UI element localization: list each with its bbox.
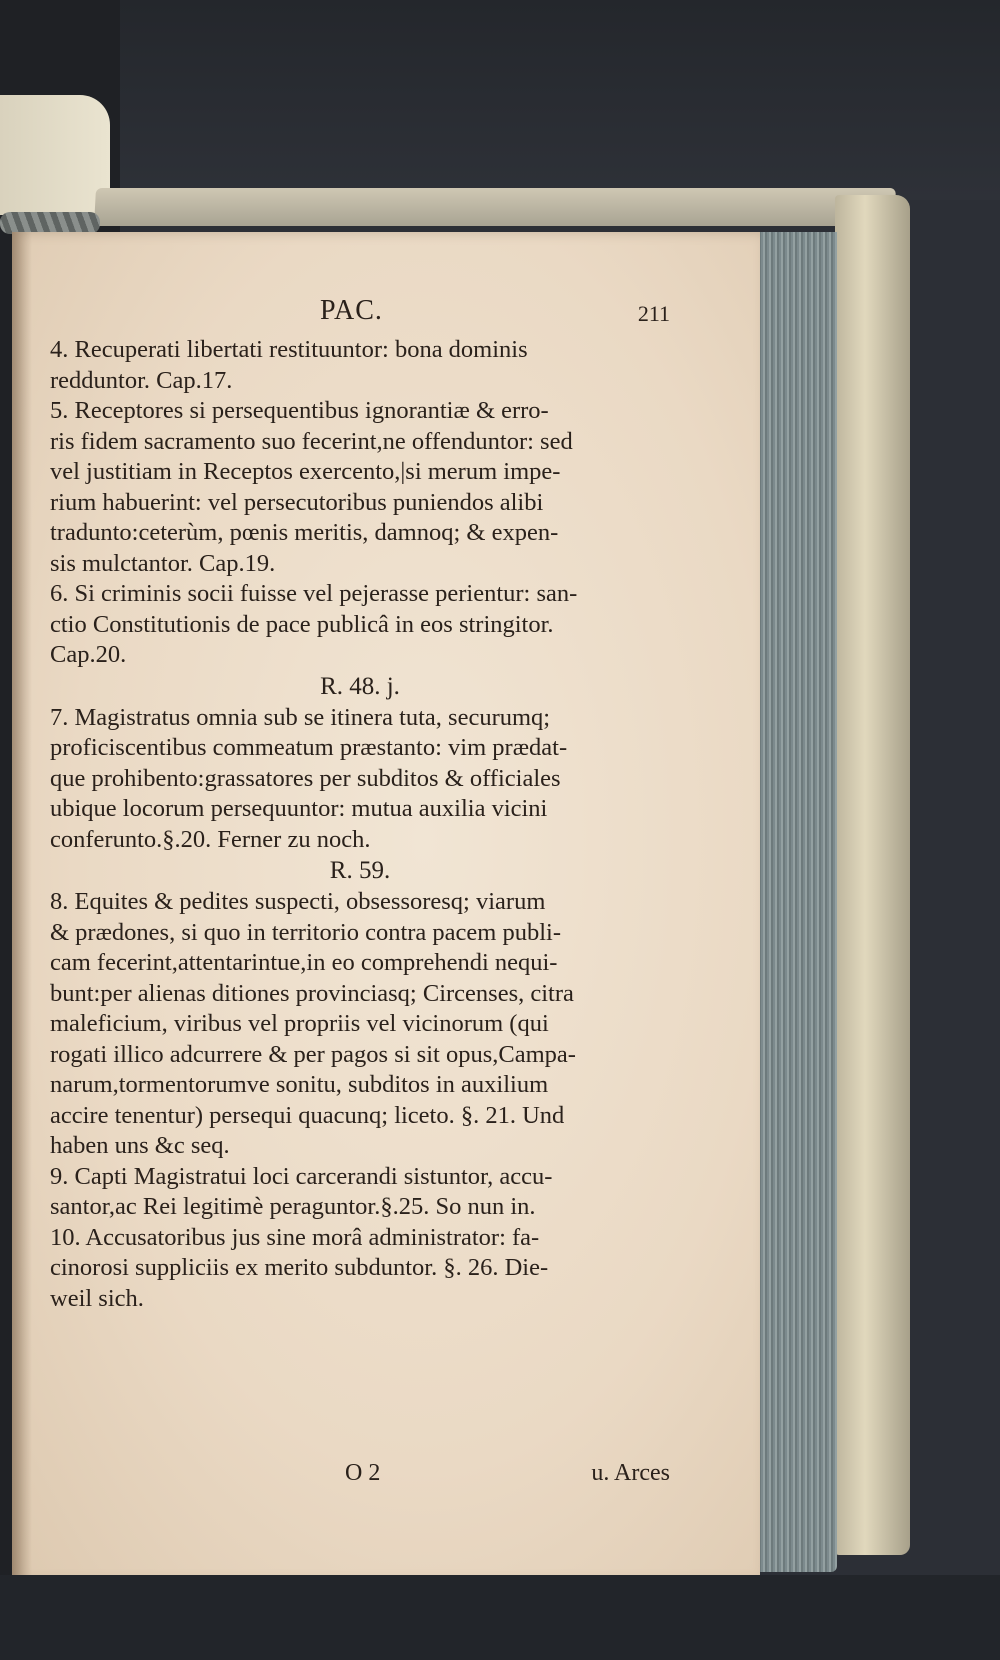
text-line: accire tenentur) persequi quacunq; liceto. §. 21. Und <box>50 1101 565 1129</box>
text-line: rium habuerint: vel persecutoribus puniendos alibi <box>50 488 544 516</box>
text-line: haben uns &c seq. <box>50 1132 230 1159</box>
text-line: 6. Si criminis socii fuisse vel pejerasse perientur: san- <box>50 580 578 607</box>
text-line: 5. Receptores si persequentibus ignorantiæ & erro- <box>50 397 549 424</box>
text-line: vel justitiam in Receptos exercento,|si merum impe- <box>50 458 561 485</box>
text-line: Cap.20. <box>50 641 127 668</box>
running-head: PAC. <box>320 295 383 326</box>
text-line: que prohibento:grassatores per subditos & officiales <box>50 764 561 792</box>
text-line: proficiscentibus commeatum præstanto: vim prædat- <box>50 734 568 761</box>
text-line: 4. Recuperati libertati restituuntor: bona dominis <box>50 336 528 363</box>
text-line: tradunto:ceterùm, pœnis meritis, damnoq; & expen- <box>50 519 559 546</box>
text-line: bunt:per alienas ditiones provinciasq; Circenses, citra <box>50 979 574 1007</box>
page-text <box>50 295 670 1314</box>
background <box>0 0 1000 200</box>
text-line: rogati illico adcurrere & per pagos si sit opus,Campa- <box>50 1040 576 1068</box>
text-line: maleficium, viribus vel propriis vel vicinorum (qui <box>50 1010 549 1037</box>
text-line: conferunto.§.20. Ferner zu noch. <box>50 825 371 853</box>
background-bottom <box>0 1575 1000 1660</box>
text-line: weil sich. <box>50 1284 144 1312</box>
text-line: & prædones, si quo in territorio contra pacem publi- <box>50 918 561 946</box>
text-line: ubique locorum persequuntor: mutua auxilia vicini <box>50 795 548 822</box>
catchword: u. Arces <box>591 1460 670 1486</box>
text-line: sis mulctantor. Cap.19. <box>50 549 276 577</box>
text-line: ctio Constitutionis de pace publicâ in eos stringitor. <box>50 610 554 638</box>
section-heading: R. 59. <box>329 857 391 884</box>
book-top-edge <box>94 188 896 226</box>
text-line: cam fecerint,attentarintue,in eo comprehendi nequi- <box>50 949 558 976</box>
text-line: 10. Accusatoribus jus sine morâ administrator: fa- <box>50 1223 540 1251</box>
text-line: cinorosi suppliciis ex merito subduntor. §. 26. Die- <box>50 1254 549 1281</box>
text-line: 7. Magistratus omnia sub se itinera tuta, securumq; <box>50 703 551 731</box>
page-header <box>50 295 670 335</box>
text-line: ris fidem sacramento suo fecerint,ne offenduntor: sed <box>50 427 573 455</box>
page-footer <box>50 1460 670 1500</box>
text-line: redduntor. Cap.17. <box>50 366 233 394</box>
signature-mark: O 2 <box>345 1460 381 1486</box>
page-gutter-shadow <box>12 232 32 1582</box>
binding-cord <box>0 212 100 234</box>
text-line: narum,tormentorumve sonitu, subditos in auxilium <box>50 1071 549 1098</box>
page-edges <box>755 232 837 1572</box>
text-line: 8. Equites & pedites suspecti, obsessoresq; viarum <box>50 888 546 915</box>
book-spine <box>0 95 110 215</box>
book-cover-edge <box>835 195 910 1555</box>
text-line: santor,ac Rei legitimè peraguntor.§.25. So nun in. <box>50 1193 536 1220</box>
text-line: 9. Capti Magistratui loci carcerandi sistuntor, accu- <box>50 1162 553 1190</box>
section-heading: R. 48. j. <box>320 672 400 700</box>
page-number: 211 <box>637 301 670 326</box>
